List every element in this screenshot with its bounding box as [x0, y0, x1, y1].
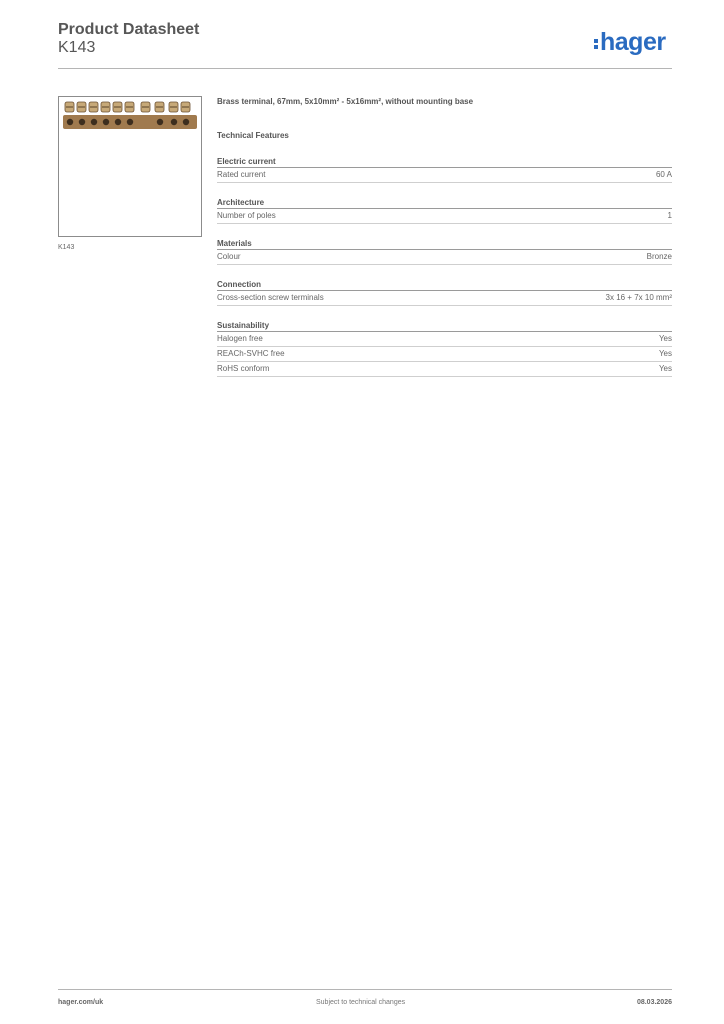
terminal-hole: [171, 119, 177, 125]
terminal-hole: [79, 119, 85, 125]
image-caption: K143: [58, 244, 75, 251]
section-architecture: [217, 197, 672, 224]
hager-logo: [594, 28, 666, 57]
spec-label: Halogen free: [217, 334, 263, 343]
terminal-hole: [91, 119, 97, 125]
logo-dots-icon: [594, 34, 599, 50]
footer-website: hager.com/uk: [58, 999, 104, 1006]
footer-notice: Subject to technical changes: [316, 999, 406, 1006]
terminal-hole: [157, 119, 163, 125]
spec-label: REACh-SVHC free: [217, 349, 285, 358]
spec-value: Yes: [658, 364, 672, 373]
header-divider: [58, 68, 672, 69]
section-title: Materials: [217, 238, 672, 250]
spec-value: Yes: [658, 334, 672, 343]
spec-label: Rated current: [217, 170, 266, 179]
section-sustainability: [217, 320, 672, 377]
product-description: Brass terminal, 67mm, 5x10mm² - 5x16mm², without mounting base: [217, 97, 474, 106]
section-connection: [217, 279, 672, 306]
section-electric-current: [217, 156, 672, 183]
product-image: [58, 96, 202, 237]
spec-row: [217, 209, 672, 224]
spec-row: [217, 168, 672, 183]
spec-row: [217, 347, 672, 362]
terminal-hole: [115, 119, 121, 125]
spec-value: Yes: [658, 349, 672, 358]
footer-divider: [58, 989, 672, 990]
spec-value: Bronze: [646, 252, 672, 261]
spec-row: [217, 362, 672, 377]
spec-label: Colour: [217, 252, 241, 261]
page-title: Product Datasheet: [58, 21, 200, 38]
spec-row: [217, 250, 672, 265]
terminal-hole: [67, 119, 73, 125]
spec-label: RoHS conform: [217, 364, 270, 373]
spec-label: Cross-section screw terminals: [217, 293, 324, 302]
spec-value: 3x 16 + 7x 10 mm²: [605, 293, 672, 302]
spec-row: [217, 332, 672, 347]
section-materials: [217, 238, 672, 265]
spec-label: Number of poles: [217, 211, 276, 220]
product-code: K143: [58, 39, 96, 56]
technical-features-heading: Technical Features: [217, 131, 289, 140]
section-title: Electric current: [217, 156, 672, 168]
section-title: Connection: [217, 279, 672, 291]
footer-date: 08.03.2026: [636, 999, 672, 1006]
logo-text: hager: [600, 28, 666, 56]
terminal-hole: [183, 119, 189, 125]
terminal-hole: [103, 119, 109, 125]
section-title: Sustainability: [217, 320, 672, 332]
datasheet-content: [217, 96, 672, 377]
spec-value: 60 A: [655, 170, 672, 179]
section-title: Architecture: [217, 197, 672, 209]
terminal-hole: [127, 119, 133, 125]
spec-row: [217, 291, 672, 306]
spec-value: 1: [667, 211, 672, 220]
brass-terminal-image: [59, 97, 201, 236]
